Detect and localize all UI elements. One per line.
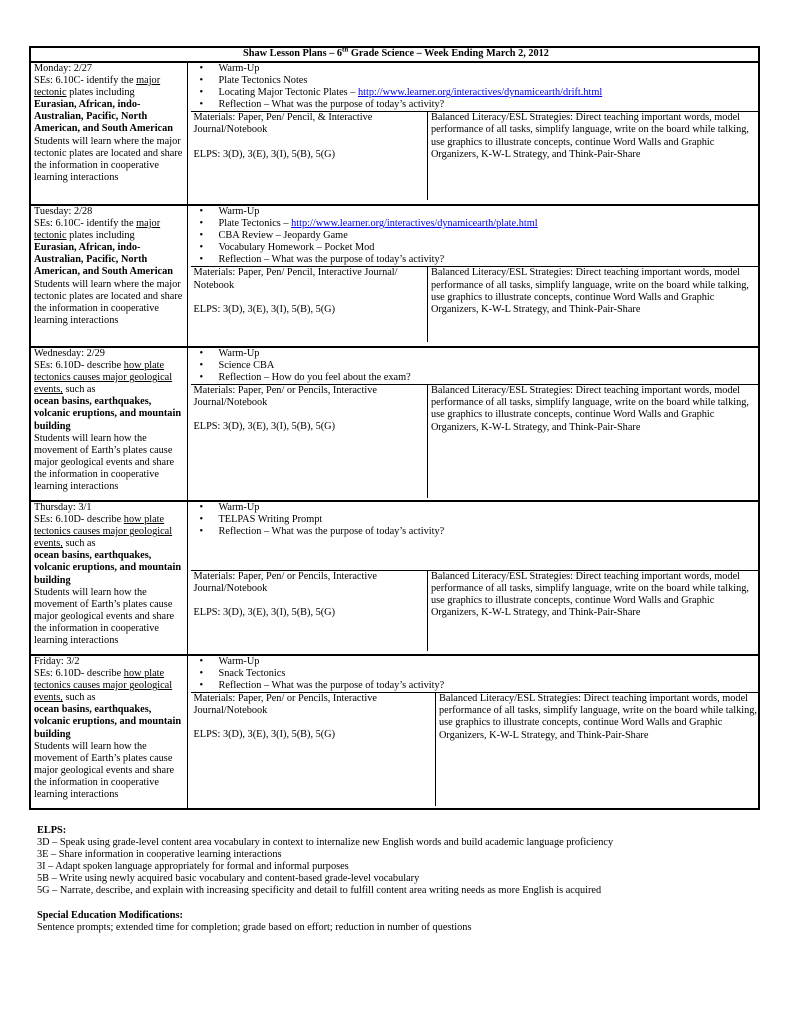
activity-list [191, 63, 759, 111]
se-focus: ocean basins, earthquakes, volcanic eruptions, and mountain building [34, 396, 182, 432]
learning-objective: Students will learn where the major tectonic plates are located and share the information in cooperative learning interactions [34, 135, 183, 183]
activity-item: • Vocabulary Homework – Pocket Mod [191, 242, 759, 254]
elps-item: 3E – Share information in cooperative learning interactions [37, 849, 282, 861]
day-cell [30, 655, 187, 809]
day-cell [30, 501, 187, 655]
day-row-wednesday [30, 347, 759, 501]
materials-cell [191, 385, 428, 499]
se-focus: ocean basins, earthquakes, volcanic eruptions, and mountain building [34, 550, 182, 586]
plan-cell [187, 62, 759, 205]
activity-item: • Warm-Up [191, 502, 759, 514]
activity-list [191, 348, 759, 384]
student-expectation: SEs: 6.10C- identify the major tectonic plates including [34, 218, 161, 242]
materials-cell [191, 267, 428, 343]
day-row-monday [30, 62, 759, 205]
plan-cell [187, 501, 759, 655]
materials-text: Materials: Paper, Pen/ or Pencils, Interactive Journal/Notebook [193, 693, 377, 717]
elps-item: 5G – Narrate, describe, and explain with increasing specificity and detail to fulfill content area writing needs as more English is acquired [37, 885, 602, 897]
activity-item: • CBA Review – Jeopardy Game [191, 230, 759, 242]
activity-link[interactable]: http://www.learner.org/interactives/dynamicearth/drift.html [358, 87, 603, 99]
balanced-literacy-text: Balanced Literacy/ESL Strategies: Direct teaching important words, model performance of all tasks, simplify language, write on the board while talking, use graphics to illustrate concepts, continue Word Walls and Graphic Organizers, K-W-L Strategy, and Think-Pair-Share [436, 693, 759, 807]
materials-cell [191, 693, 436, 807]
activity-item: • Reflection – What was the purpose of today’s activity? [191, 254, 759, 266]
balanced-literacy-text: Balanced Literacy/ESL Strategies: Direct teaching important words, model performance of all tasks, simplify language, write on the board while talking, use graphics to illustrate concepts, continue Word Walls and Graphic Organizers, K-W-L Strategy, and Think-Pair-Share [428, 571, 759, 652]
day-row-thursday [30, 501, 759, 655]
elps-codes: ELPS: 3(D), 3(E), 3(I), 5(B), 5(G) [193, 421, 336, 433]
activity-link[interactable]: http://www.learner.org/interactives/dynamicearth/plate.html [291, 218, 538, 230]
strategies-table [191, 570, 759, 651]
se-focus: Eurasian, African, indo-Australian, Pacific, North American, and South American [34, 242, 174, 278]
lesson-plan-table [29, 46, 760, 810]
se-focus: ocean basins, earthquakes, volcanic eruptions, and mountain building [34, 704, 182, 740]
balanced-literacy-text: Balanced Literacy/ESL Strategies: Direct teaching important words, model performance of all tasks, simplify language, write on the board while talking, use graphics to illustrate concepts, continue Word Walls and Graphic Organizers, K-W-L Strategy, and Think-Pair-Share [428, 267, 759, 343]
activity-item: • Warm-Up [191, 63, 759, 75]
activity-item: • Reflection – How do you feel about the exam? [191, 372, 759, 384]
learning-objective: Students will learn where the major tectonic plates are located and share the information in cooperative learning interactions [34, 278, 183, 326]
activity-item: • Locating Major Tectonic Plates – http://www.learner.org/interactives/dynamicearth/drift.html [191, 87, 759, 99]
day-cell [30, 205, 187, 347]
materials-cell [191, 112, 428, 201]
elps-codes: ELPS: 3(D), 3(E), 3(I), 5(B), 5(G) [193, 729, 336, 741]
special-ed-text: Sentence prompts; extended time for completion; grade based on effort; reduction in number of questions [37, 921, 472, 933]
activity-list [191, 206, 759, 266]
elps-codes: ELPS: 3(D), 3(E), 3(I), 5(B), 5(G) [193, 607, 336, 619]
notes-section [37, 825, 757, 934]
materials-text: Materials: Paper, Pen/ or Pencils, Interactive Journal/Notebook [193, 571, 377, 595]
day-row-friday [30, 655, 759, 809]
activity-item: • Warm-Up [191, 656, 759, 668]
strategies-table [191, 111, 759, 200]
activity-item: • Plate Tectonics – http://www.learner.org/interactives/dynamicearth/plate.html [191, 218, 759, 230]
materials-text: Materials: Paper, Pen/ or Pencils, Interactive Journal/Notebook [193, 385, 377, 409]
activity-item: • Snack Tectonics [191, 668, 759, 680]
learning-objective: Students will learn how the movement of Earth’s plates cause major geological events and share the information in cooperative learning interactions [34, 740, 175, 801]
elps-item: 3D – Speak using grade-level content area vocabulary in context to internalize new English words and build academic language proficiency [37, 837, 614, 849]
day-date: Monday: 2/27 [34, 63, 93, 74]
student-expectation: SEs: 6.10D- describe how plate tectonics causes major geological events, such as [34, 668, 173, 704]
activity-item: • Reflection – What was the purpose of today’s activity? [191, 680, 759, 692]
activity-item: • Plate Tectonics Notes [191, 75, 759, 87]
elps-codes: ELPS: 3(D), 3(E), 3(I), 5(B), 5(G) [193, 148, 336, 160]
learning-objective: Students will learn how the movement of Earth’s plates cause major geological events and share the information in cooperative learning interactions [34, 432, 175, 493]
se-focus: Eurasian, African, indo-Australian, Pacific, North American, and South American [34, 99, 174, 135]
day-row-tuesday [30, 205, 759, 347]
activity-list [191, 502, 759, 570]
elps-codes: ELPS: 3(D), 3(E), 3(I), 5(B), 5(G) [193, 303, 336, 315]
activity-item: • TELPAS Writing Prompt [191, 514, 759, 526]
activity-list [191, 656, 759, 692]
day-cell [30, 347, 187, 501]
day-date: Thursday: 3/1 [34, 502, 92, 513]
elps-item: 5B – Write using newly acquired basic vocabulary and content-based grade-level vocabulary [37, 873, 420, 885]
activity-item: • Warm-Up [191, 348, 759, 360]
elps-heading: ELPS: [37, 825, 67, 836]
day-date: Wednesday: 2/29 [34, 348, 105, 359]
student-expectation: SEs: 6.10D- describe how plate tectonics causes major geological events, such as [34, 360, 173, 396]
activity-item: • Reflection – What was the purpose of today’s activity? [191, 526, 759, 538]
balanced-literacy-text: Balanced Literacy/ESL Strategies: Direct teaching important words, model performance of all tasks, simplify language, write on the board while talking, use graphics to illustrate concepts, continue Word Walls and Graphic Organizers, K-W-L Strategy, and Think-Pair-Share [428, 112, 759, 201]
student-expectation: SEs: 6.10D- describe how plate tectonics causes major geological events, such as [34, 514, 173, 550]
day-date: Friday: 3/2 [34, 656, 80, 667]
materials-cell [191, 571, 428, 652]
activity-item: • Science CBA [191, 360, 759, 372]
student-expectation: SEs: 6.10C- identify the major tectonic plates including [34, 75, 161, 99]
plan-cell [187, 205, 759, 347]
activity-item: • Warm-Up [191, 206, 759, 218]
activity-item: • Reflection – What was the purpose of today’s activity? [191, 99, 759, 111]
plan-cell [187, 347, 759, 501]
plan-cell [187, 655, 759, 809]
document-title: Shaw Lesson Plans – 6th Grade Science – Week Ending March 2, 2012 [30, 47, 759, 62]
day-cell [30, 62, 187, 205]
strategies-table [191, 692, 759, 806]
special-ed-heading: Special Education Modifications: [37, 909, 183, 921]
elps-item: 3I – Adapt spoken language appropriately for formal and informal purposes [37, 861, 349, 873]
balanced-literacy-text: Balanced Literacy/ESL Strategies: Direct teaching important words, model performance of all tasks, simplify language, write on the board while talking, use graphics to illustrate concepts, continue Word Walls and Graphic Organizers, K-W-L Strategy, and Think-Pair-Share [428, 385, 759, 499]
materials-text: Materials: Paper, Pen/ Pencil, Interactive Journal/ Notebook [193, 267, 398, 291]
day-date: Tuesday: 2/28 [34, 206, 93, 217]
learning-objective: Students will learn how the movement of Earth’s plates cause major geological events and share the information in cooperative learning interactions [34, 586, 175, 647]
strategies-table [191, 384, 759, 498]
strategies-table [191, 266, 759, 342]
materials-text: Materials: Paper, Pen/ Pencil, & Interactive Journal/Notebook [193, 112, 373, 136]
